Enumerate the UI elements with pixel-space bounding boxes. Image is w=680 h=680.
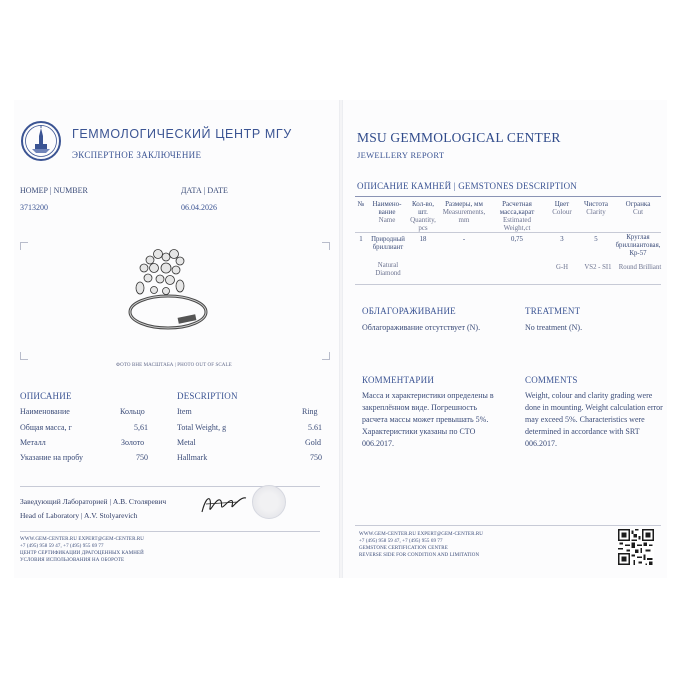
- cell-qty: 18: [419, 236, 427, 243]
- divider: [20, 531, 320, 532]
- footer-line: +7 (495) 958 59 47, +7 (495) 955 69 77: [359, 539, 443, 544]
- cell-cut-en: Round Brilliant: [618, 264, 662, 271]
- footer-line: WWW.GEM-CENTER.RU EXPERT@GEM-CENTER.RU: [20, 537, 145, 542]
- cell-size: -: [462, 236, 466, 243]
- desc-ru-label: Общая масса, г: [20, 423, 72, 432]
- col-header-colour-en: Colour: [552, 208, 572, 216]
- cell-cut-ru: Круглая бриллиантовая, Кр-57: [615, 234, 661, 257]
- cell-num: 1: [359, 236, 363, 243]
- description-ru-heading: ОПИСАНИЕ: [20, 391, 72, 401]
- cell-clarity-ru: 5: [594, 236, 598, 243]
- col-header-weight-en: Estimated Weight,ct: [503, 216, 531, 232]
- signature-role-en: Head of Laboratory: [20, 511, 80, 520]
- header-subtitle-en: JEWELLERY REPORT: [357, 150, 445, 160]
- gemstones-heading: ОПИСАНИЕ КАМНЕЙ | GEMSTONES DESCRIPTION: [357, 181, 577, 191]
- desc-ru-value: 750: [136, 453, 148, 462]
- col-header-size-en: Measurements, mm: [442, 208, 486, 224]
- col-header-weight: [489, 200, 545, 232]
- description-en-heading: DESCRIPTION: [177, 391, 238, 401]
- table-bottom-line: [355, 284, 661, 285]
- col-header-size: [441, 200, 487, 224]
- desc-ru-label: Указание на пробу: [20, 453, 83, 462]
- signature-role-ru: Заведующий Лабораторией: [20, 497, 108, 506]
- comments-en-text: Weight, colour and clarity grading were done in mounting. Weight calculation error may exceed 5%. Characteristics were determined in accordance with SRT 006.2017.: [525, 391, 663, 448]
- footer-line: +7 (495) 958 59 47, +7 (495) 955 69 77: [20, 544, 104, 549]
- footer-line: УСЛОВИЯ ИСПОЛЬЗОВАНИЯ НА ОБОРОТЕ: [20, 558, 125, 563]
- qr-code: [618, 529, 654, 565]
- col-header-weight-ru: Расчетная масса,карат: [499, 200, 535, 216]
- report-right-page: [343, 100, 667, 578]
- photo-frame-corner: [322, 352, 330, 360]
- signature-line-en: [20, 511, 137, 520]
- footer-line: GEMSTONE CERTIFICATION CENTRE: [359, 546, 448, 551]
- signature-name-en: A.V. Stolyarevich: [83, 511, 138, 520]
- treatment-ru-heading: ОБЛАГОРАЖИВАНИЕ: [362, 306, 456, 316]
- signature-line-ru: [20, 497, 166, 506]
- signature-separator: |: [109, 497, 113, 506]
- signature-image: [198, 490, 250, 518]
- date-value: 06.04.2026: [181, 203, 217, 212]
- col-header-name: [369, 200, 405, 224]
- number-label: НОМЕР | NUMBER: [20, 186, 88, 195]
- date-label: ДАТА | DATE: [181, 186, 228, 195]
- msu-emblem-icon: [20, 120, 62, 162]
- desc-en-value: Ring: [302, 407, 318, 416]
- col-header-colour-ru: Цвет: [554, 200, 570, 208]
- cell-weight: 0,75: [511, 236, 523, 243]
- header-title-ru: ГЕММОЛОГИЧЕСКИЙ ЦЕНТР МГУ: [72, 127, 292, 141]
- photo-frame-corner: [20, 352, 28, 360]
- treatment-en-heading: TREATMENT: [525, 306, 581, 316]
- cell-name-ru: Природный бриллиант: [371, 236, 405, 251]
- desc-ru-value: Кольцо: [120, 407, 145, 416]
- desc-en-label: Total Weight, g: [177, 423, 227, 432]
- desc-en-label: Hallmark: [177, 453, 208, 462]
- desc-ru-label: Наименование: [20, 407, 70, 416]
- signature-separator: |: [81, 511, 84, 520]
- cell-clarity-en: VS2 - SI1: [584, 264, 612, 271]
- footer-line: ЦЕНТР СЕРТИФИКАЦИИ ДРАГОЦЕННЫХ КАМНЕЙ: [20, 551, 144, 556]
- photo-frame-corner: [20, 242, 28, 250]
- col-header-num: №: [357, 200, 365, 208]
- signature-name-ru: А.В. Столяревич: [112, 497, 167, 506]
- col-header-clarity-en: Clarity: [586, 208, 606, 216]
- col-header-name-en: Name: [378, 216, 396, 224]
- col-header-clarity: [579, 200, 613, 216]
- col-header-qty: [407, 200, 439, 232]
- cell-colour-ru: 3: [560, 236, 564, 243]
- desc-ru-value: 5,61: [134, 423, 148, 432]
- footer-line: WWW.GEM-CENTER.RU EXPERT@GEM-CENTER.RU: [359, 532, 484, 537]
- col-header-name-ru: Наимено-вание: [372, 200, 402, 216]
- table-top-line: [355, 196, 661, 197]
- comments-ru-text: Масса и характеристики определены в закреплённом виде. Погрешность расчета массы может превышать 5%. Характеристики указаны по СТО 006.2017.: [362, 391, 494, 448]
- treatment-ru-text: Облагораживание отсутствует (N).: [362, 323, 481, 332]
- photo-frame-corner: [322, 242, 330, 250]
- table-header-line: [355, 232, 661, 233]
- col-header-cut-en: Cut: [632, 208, 644, 216]
- col-header-cut: [615, 200, 661, 216]
- col-header-cut-ru: Огранка: [625, 200, 651, 208]
- seal-stamp: [252, 485, 286, 519]
- desc-ru-label: Металл: [20, 438, 46, 447]
- header-title-en: MSU GEMMOLOGICAL CENTER: [357, 130, 561, 145]
- col-header-clarity-ru: Чистота: [583, 200, 609, 208]
- desc-en-value: 750: [310, 453, 322, 462]
- col-header-size-ru: Размеры, мм: [445, 200, 483, 208]
- treatment-en-text: No treatment (N).: [525, 323, 583, 332]
- ring-photo: [120, 246, 220, 344]
- divider: [355, 525, 661, 526]
- cell-colour-en: G-H: [555, 264, 569, 271]
- col-header-qty-ru: Кол-во, шт.: [411, 200, 435, 216]
- header-subtitle-ru: ЭКСПЕРТНОЕ ЗАКЛЮЧЕНИЕ: [72, 150, 202, 160]
- footer-line: REVERSE SIDE FOR CONDITION AND LIMITATION: [359, 553, 480, 558]
- desc-ru-value: Золото: [121, 438, 145, 447]
- col-header-qty-en: Quantity, pcs: [410, 216, 436, 232]
- comments-en-heading: COMMENTS: [525, 375, 578, 385]
- cell-name-en: Natural Diamond: [375, 262, 401, 277]
- desc-en-label: Item: [177, 407, 192, 416]
- desc-en-value: 5.61: [308, 423, 322, 432]
- desc-en-label: Metal: [177, 438, 196, 447]
- col-header-colour: [547, 200, 577, 216]
- photo-caption: ФОТО ВНЕ МАСШТАБА | PHOTO OUT OF SCALE: [116, 363, 232, 368]
- desc-en-value: Gold: [305, 438, 321, 447]
- comments-ru-heading: КОММЕНТАРИИ: [362, 375, 435, 385]
- number-value: 3713200: [20, 203, 48, 212]
